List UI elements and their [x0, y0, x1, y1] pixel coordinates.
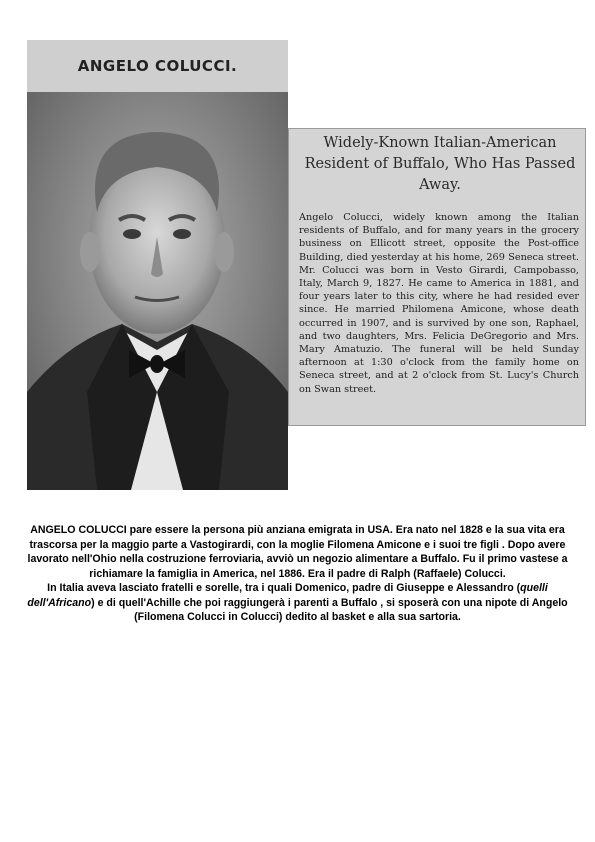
caption-paragraph-2 [14, 581, 581, 625]
portrait-caption: ANGELO COLUCCI. [27, 40, 288, 92]
caption-paragraph-1: ANGELO COLUCCI pare essere la persona più anziana emigrata in USA. Era nato nel 1828 e la sua vita era trascorsa per la maggio parte a Vastogirardi, con la moglie Filomena Amicone e i suoi tre figli . Dopo avere lavorato nell'Ohio nella costruzione ferroviaria, avviò un negozio alimentare a Buffalo. Fu il primo vastese a richiamare la famiglia in America, nel 1886. Era il padre di Ralph (Raffaele) Colucci. [27, 524, 568, 580]
caption-paragraph-2-start: In Italia aveva lasciato fratelli e sorelle, tra i quali Domenico, padre di Giuseppe e Alessandro ( [47, 582, 521, 594]
newspaper-article-clipping [288, 128, 586, 426]
portrait-photo [27, 92, 288, 490]
caption-italic-phrase: quelli dell'Africano [27, 582, 548, 609]
caption-paragraph-2-end: ) e di quell'Achille che poi raggiungerà i parenti a Buffalo , si sposerà con una nipote di Angelo (Filomena Colucci in Colucci) dedito al basket e alla sua sartoria. [91, 596, 568, 623]
portrait-clipping [27, 40, 288, 490]
caption-text [14, 523, 581, 625]
article-headline: Widely-Known Italian-American Resident of Buffalo, Who Has Passed Away. [304, 135, 576, 193]
article-body: Angelo Colucci, widely known among the Italian residents of Buffalo, and for many years in the grocery business on Ellicott street, opposite the Post-office Building, died yesterday at his home, 269 Seneca street. Mr. Colucci was born in Vesto Girardi, Campobasso, Italy, March 9, 1827. He came to America in 1881, and four years later to this city, where he had resided ever since. He married Philomena Amicone, whose death occurred in 1907, and is survived by one son, Raphael, and two daughters, Mrs. Felicia DeGregorio and Mrs. Mary Amatuzio. The funeral will be held Sunday afternoon at 1:30 o'clock from the family home on Seneca street, and at 2 o'clock from St. Lucy's Church on Swan street. [299, 212, 579, 395]
